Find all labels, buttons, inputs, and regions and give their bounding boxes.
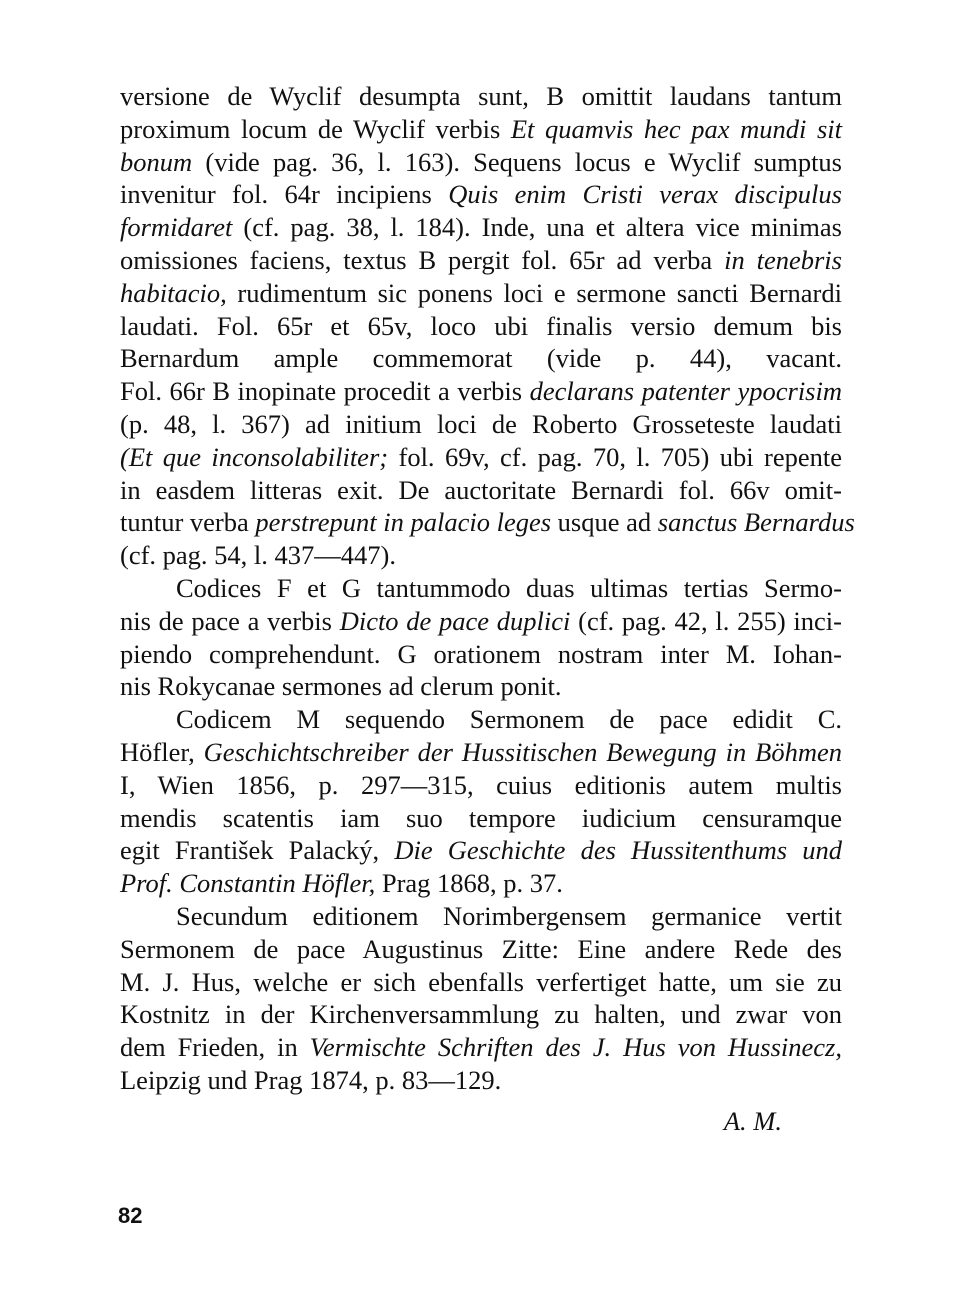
text-line [120, 441, 842, 474]
text-run: (cf. pag. 42, l. 255) inci- [570, 605, 842, 636]
text-line [120, 1031, 842, 1064]
text-run: (vide pag. 36, l. 163). Sequens locus e Wyclif sumptus [192, 146, 842, 177]
text-run: invenitur fol. 64r incipiens [120, 179, 449, 210]
italic-text: Dicto de pace duplici [339, 605, 571, 636]
italic-text: Prof. Constantin Höfler, [120, 868, 376, 899]
text-run: laudati. Fol. 65r et 65v, loco ubi finalis versio demum bis [120, 310, 842, 341]
italic-text: Die Geschichte des Hussitenthums und [394, 835, 843, 866]
text-run: mendis scatentis iam suo tempore iudicium censuramque [120, 802, 842, 833]
text-line [120, 1064, 842, 1097]
text-line [120, 408, 842, 441]
italic-text: sanctus Bernardus [657, 507, 855, 538]
text-line [120, 211, 842, 244]
text-run: (p. 48, l. 367) ad initium loci de Roberto Grosseteste laudati [120, 408, 842, 439]
text-line [120, 277, 842, 310]
text-line [120, 670, 842, 703]
text-line [120, 572, 842, 605]
author-signature: A. M. [723, 1105, 782, 1136]
italic-text: Vermischte Schriften des J. Hus von Hussinecz, [309, 1032, 842, 1063]
text-run: Sermonem de pace Augustinus Zitte: Eine andere Rede des [120, 933, 842, 964]
text-run: rudimentum sic ponens loci e sermone sancti Bernardi [226, 277, 842, 308]
italic-text: perstrepunt in palacio leges [255, 507, 552, 538]
text-line [120, 802, 842, 835]
text-run: Bernardum ample commemorat (vide p. 44), vacant. [120, 343, 842, 374]
text-run: omissiones faciens, textus B pergit fol. 65r ad verba [120, 244, 725, 275]
text-run: I, Wien 1856, p. 297—315, cuius editionis autem multis [120, 769, 842, 800]
text-run: versione de Wyclif desumpta sunt, B omittit laudans tantum [120, 81, 842, 111]
italic-text: habitacio, [120, 277, 227, 308]
text-line [120, 539, 842, 572]
text-line [120, 703, 842, 736]
text-line [120, 867, 842, 900]
body-text [120, 80, 855, 1138]
italic-text: Quis enim Cristi verax discipulus [448, 179, 842, 210]
text-run: M. J. Hus, welche er sich ebenfalls verfertiget hatte, um sie zu [120, 966, 842, 997]
text-line [120, 605, 842, 638]
italic-text: (Et que inconsolabiliter; [120, 441, 389, 472]
text-line [120, 146, 842, 179]
text-line [120, 638, 842, 671]
page-number: 82 [118, 1203, 143, 1228]
text-line [120, 310, 842, 343]
text-run: fol. 69v, cf. pag. 70, l. 705) ubi repente [388, 441, 842, 472]
text-run: (cf. pag. 38, l. 184). Inde, una et altera vice minimas [232, 212, 842, 243]
text-line [120, 342, 842, 375]
text-run: in easdem litteras exit. De auctoritate Bernardi fol. 66v omit- [120, 474, 842, 505]
text-run: Codicem M sequendo Sermonem de pace edidit C. [176, 704, 842, 735]
italic-text: declarans patenter ypocrisim [529, 376, 842, 407]
text-run: nis de pace a verbis [120, 605, 340, 636]
text-run: Fol. 66r B inopinate procedit a verbis [120, 376, 530, 407]
italic-text: in tenebris [724, 244, 842, 275]
paragraph [120, 80, 855, 572]
paragraph [120, 703, 842, 900]
text-line [120, 736, 842, 769]
text-line [120, 769, 842, 802]
paragraph [120, 900, 842, 1097]
text-line [120, 80, 842, 113]
text-run: Kostnitz in der Kirchenversammlung zu halten, und zwar von [120, 999, 842, 1030]
italic-text: formidaret [120, 212, 233, 243]
text-line [120, 933, 842, 966]
text-run: usque ad [551, 507, 658, 538]
text-run: (cf. pag. 54, l. 437—447). [120, 540, 396, 571]
italic-text: Geschichtschreiber der Hussitischen Bewegung in Böhmen [203, 736, 842, 767]
text-run: piendo comprehendunt. G orationem nostram inter M. Iohan- [120, 638, 842, 669]
italic-text: bonum [120, 146, 193, 177]
text-line [120, 998, 842, 1031]
text-line [120, 375, 842, 408]
text-line [120, 244, 842, 277]
text-run: proximum locum de Wyclif verbis [120, 113, 511, 144]
text-line [120, 113, 842, 146]
text-line [120, 506, 855, 539]
text-line [120, 178, 842, 211]
text-run: Leipzig und Prag 1874, p. 83—129. [120, 1064, 502, 1095]
paragraph [120, 572, 842, 703]
text-run: Codices F et G tantummodo duas ultimas tertias Sermo- [176, 572, 842, 603]
text-line [120, 474, 842, 507]
text-line [120, 966, 842, 999]
text-line [120, 834, 842, 867]
text-run: egit František Palacký, [120, 835, 395, 866]
text-run: tuntur verba [120, 507, 256, 538]
text-run: Secundum editionem Norimbergensem germanice vertit [176, 900, 842, 931]
italic-text: Et quamvis hec pax mundi sit [510, 113, 842, 144]
text-line [120, 900, 842, 933]
text-run: nis Rokycanae sermones ad clerum ponit. [120, 671, 562, 702]
text-run: dem Frieden, in [120, 1032, 310, 1063]
text-run: Prag 1868, p. 37. [375, 868, 563, 899]
text-run: Höfler, [120, 736, 204, 767]
